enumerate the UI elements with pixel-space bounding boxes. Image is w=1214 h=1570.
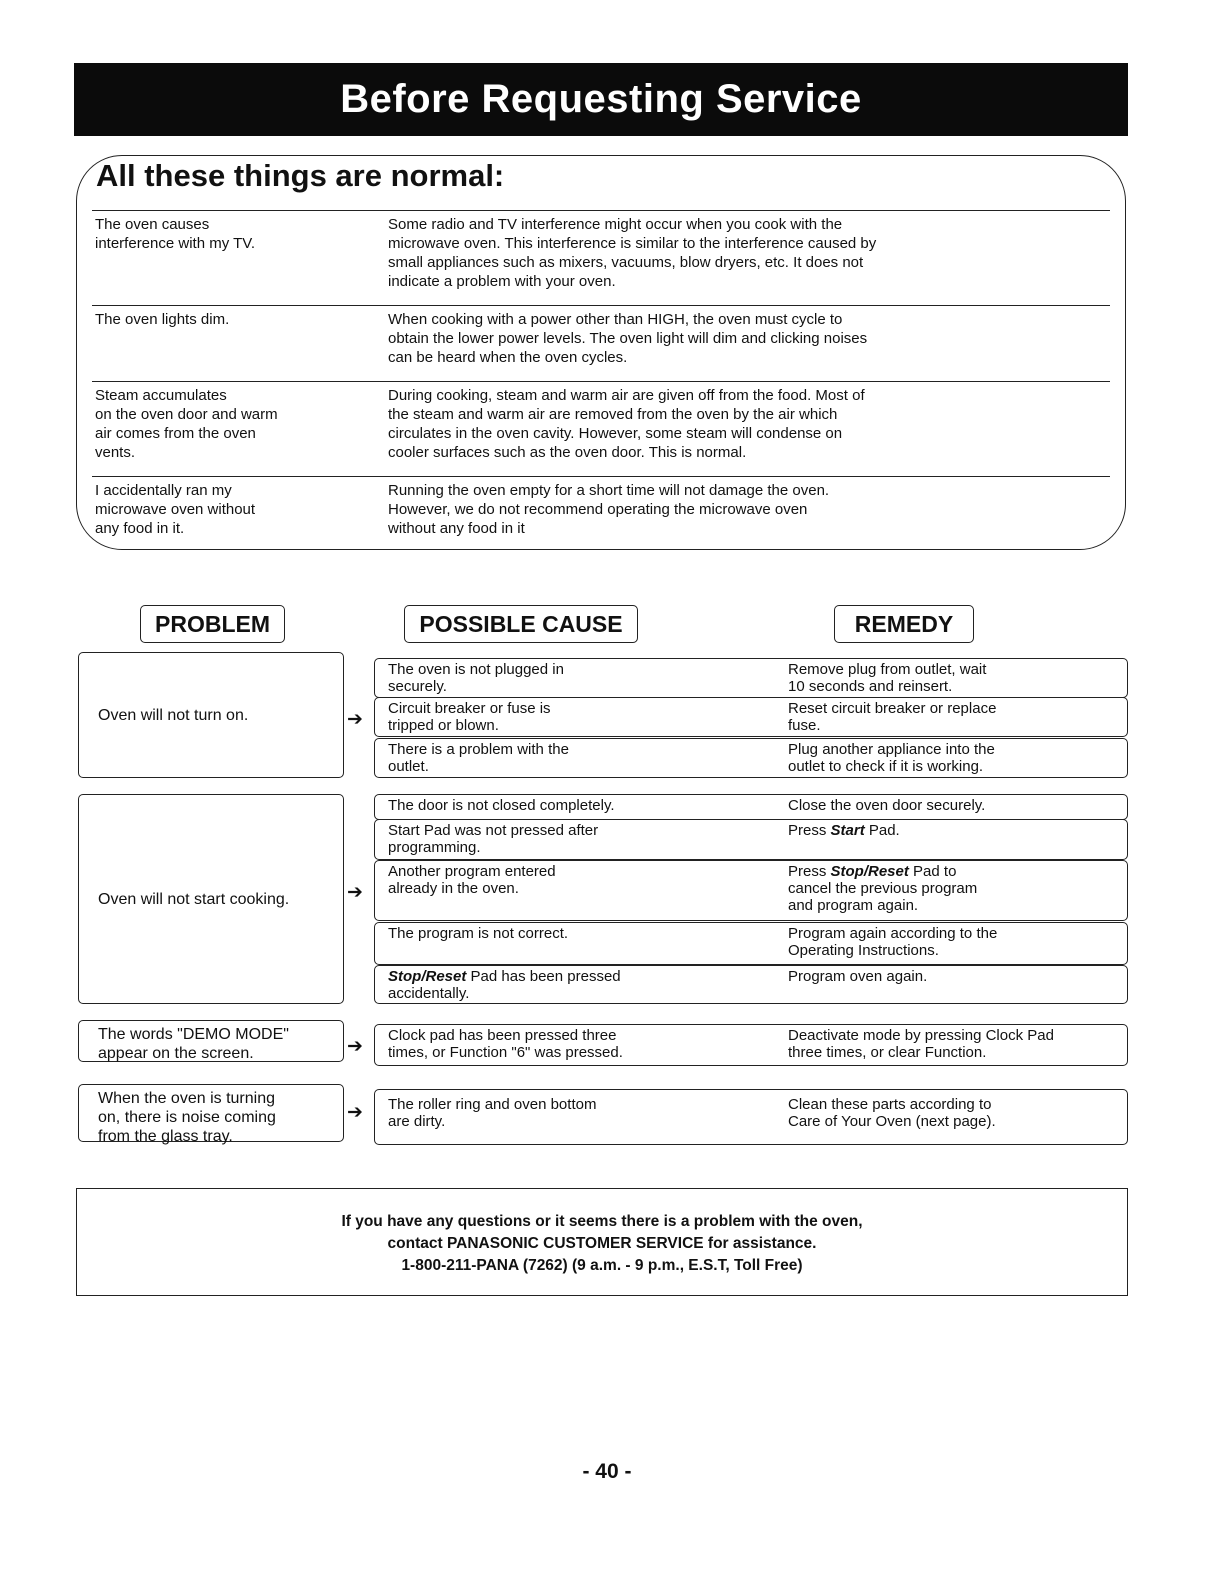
remedy-text: Plug another appliance into the outlet to check if it is working. bbox=[788, 741, 995, 775]
cause-text: The door is not closed completely. bbox=[388, 797, 615, 814]
problem-box bbox=[78, 652, 344, 778]
remedy-text bbox=[788, 822, 1118, 839]
customer-service-box bbox=[76, 1188, 1128, 1296]
problem-box bbox=[78, 794, 344, 1004]
remedy-header: REMEDY bbox=[834, 605, 974, 643]
cause-row bbox=[374, 738, 1128, 778]
remedy-text: Remove plug from outlet, wait 10 seconds and reinsert. bbox=[788, 661, 987, 695]
normal-row bbox=[92, 305, 1110, 381]
remedy-text: Close the oven door securely. bbox=[788, 797, 986, 814]
arrow-icon: ➔ bbox=[347, 709, 363, 730]
problem-box bbox=[78, 1084, 344, 1145]
normal-answer: When cooking with a power other than HIGH, the oven must cycle to obtain the lower power levels. The oven light will dim and clicking noises can be heard when the oven cycles. bbox=[388, 311, 868, 366]
remedy-text: Program oven again. bbox=[788, 968, 928, 985]
normal-answer: During cooking, steam and warm air are given off from the food. Most of the steam and warm air are removed from the oven by the air which circulates in the oven cavity. However, some steam will condense on cooler surfaces such as the oven door. This is normal. bbox=[388, 387, 865, 461]
page-title: Before Requesting Service bbox=[340, 77, 862, 121]
cause-text: There is a problem with the outlet. bbox=[388, 741, 569, 775]
cause-row bbox=[374, 860, 1128, 921]
arrow-icon: ➔ bbox=[347, 1102, 363, 1123]
normal-answer: Running the oven empty for a short time will not damage the oven. However, we do not recommend operating the microwave oven without any food in it bbox=[388, 482, 830, 537]
contact-line: contact PANASONIC CUSTOMER SERVICE for assistance. bbox=[387, 1235, 817, 1252]
contact-phone: 1-800-211-PANA (7262) (9 a.m. - 9 p.m., E.S.T, Toll Free) bbox=[401, 1257, 803, 1274]
cause-text: The oven is not plugged in securely. bbox=[388, 661, 564, 695]
cause-text: The program is not correct. bbox=[388, 925, 569, 942]
cause-text-suffix: Pad has been pressed accidentally. bbox=[388, 968, 621, 1002]
start-pad-label: Start bbox=[830, 822, 865, 839]
normal-answer: Some radio and TV interference might occur when you cook with the microwave oven. This interference is similar to the interference caused by small appliances such as mixers, vacuums, blow dryers, etc. It does not indicate a problem with your oven. bbox=[388, 216, 877, 290]
cause-row bbox=[374, 697, 1128, 737]
cause-row bbox=[374, 965, 1128, 1004]
normal-row bbox=[92, 210, 1110, 305]
cause-row bbox=[374, 658, 1128, 698]
remedy-text: Reset circuit breaker or replace fuse. bbox=[788, 700, 997, 734]
page-number: - 40 - bbox=[582, 1460, 632, 1483]
remedy-text-suffix: Pad. bbox=[864, 822, 900, 839]
cause-text: The roller ring and oven bottom are dirty. bbox=[388, 1096, 597, 1130]
remedy-text-suffix: Pad to cancel the previous program and program again. bbox=[788, 863, 978, 914]
cause-row bbox=[374, 819, 1128, 860]
possible-cause-header: POSSIBLE CAUSE bbox=[404, 605, 638, 643]
problem-text: The words "DEMO MODE" appear on the screen. bbox=[98, 1026, 289, 1062]
contact-line: If you have any questions or it seems there is a problem with the oven, bbox=[341, 1213, 863, 1230]
normal-question: The oven causes interference with my TV. bbox=[95, 216, 256, 252]
cause-text bbox=[388, 968, 768, 1002]
cause-text: Circuit breaker or fuse is tripped or blown. bbox=[388, 700, 551, 734]
arrow-icon: ➔ bbox=[347, 882, 363, 903]
cause-row bbox=[374, 794, 1128, 820]
remedy-text-prefix: Press bbox=[788, 822, 831, 839]
normal-question: Steam accumulates on the oven door and warm air comes from the oven vents. bbox=[95, 387, 278, 461]
problem-text: Oven will not turn on. bbox=[98, 706, 249, 724]
problem-text: Oven will not start cooking. bbox=[98, 890, 290, 908]
cause-row bbox=[374, 922, 1128, 965]
cause-row bbox=[374, 1024, 1128, 1066]
normal-row bbox=[92, 476, 1110, 541]
page-title-banner bbox=[74, 63, 1128, 136]
problem-header: PROBLEM bbox=[140, 605, 285, 643]
normal-things-title: All these things are normal: bbox=[96, 158, 505, 193]
stop-reset-pad-label: Stop/Reset bbox=[388, 968, 467, 985]
arrow-icon: ➔ bbox=[347, 1036, 363, 1057]
remedy-text-prefix: Press bbox=[788, 863, 831, 880]
problem-box bbox=[78, 1020, 344, 1062]
cause-text: Start Pad was not pressed after programming. bbox=[388, 822, 599, 856]
normal-question: The oven lights dim. bbox=[95, 311, 230, 328]
normal-row bbox=[92, 381, 1110, 476]
remedy-text bbox=[788, 863, 1118, 914]
remedy-text: Deactivate mode by pressing Clock Pad three times, or clear Function. bbox=[788, 1027, 1054, 1061]
cause-text: Another program entered already in the oven. bbox=[388, 863, 556, 897]
cause-text: Clock pad has been pressed three times, or Function "6" was pressed. bbox=[388, 1027, 623, 1061]
problem-text: When the oven is turning on, there is noise coming from the glass tray. bbox=[98, 1090, 276, 1145]
remedy-text: Program again according to the Operating Instructions. bbox=[788, 925, 998, 959]
stop-reset-pad-label: Stop/Reset bbox=[830, 863, 909, 880]
cause-row bbox=[374, 1089, 1128, 1145]
normal-question: I accidentally ran my microwave oven without any food in it. bbox=[95, 482, 256, 537]
remedy-text: Clean these parts according to Care of Your Oven (next page). bbox=[788, 1096, 996, 1130]
